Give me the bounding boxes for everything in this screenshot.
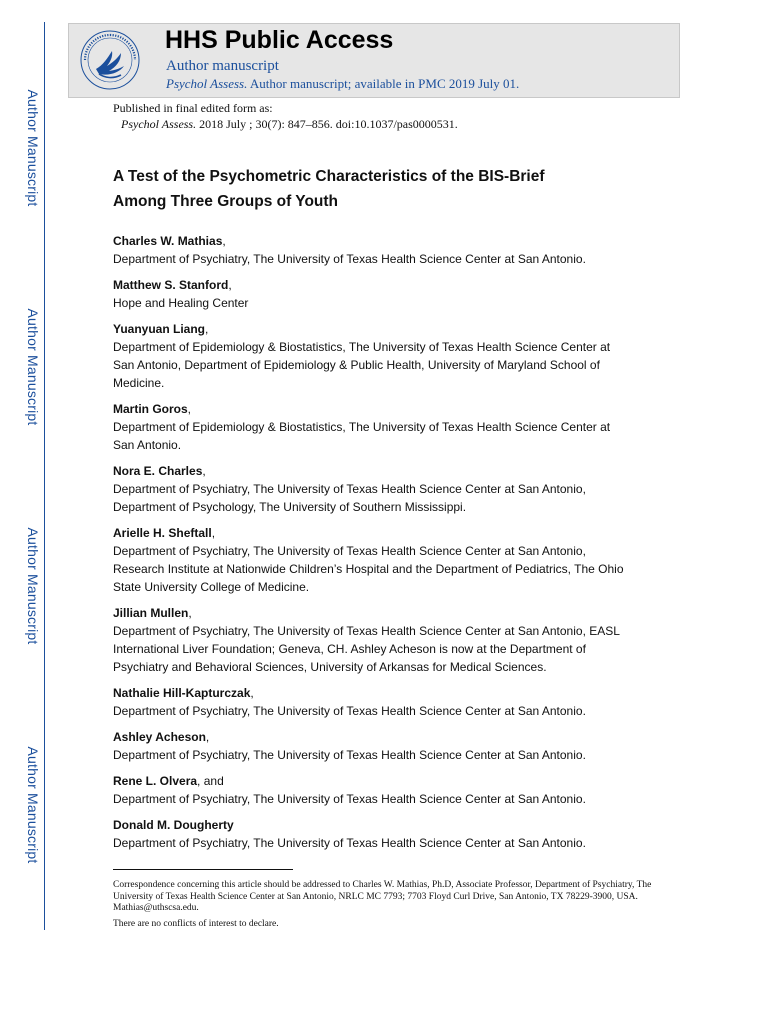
author-affiliation: Hope and Healing Center — [113, 296, 249, 310]
author-name: Charles W. Mathias — [113, 234, 223, 248]
author-name: Ashley Acheson — [113, 730, 206, 744]
author-entry — [113, 728, 693, 764]
published-label: Published in final edited form as: — [113, 101, 273, 115]
article-title-line: A Test of the Psychometric Characteristics of the BIS-Brief — [113, 168, 545, 185]
published-citation — [113, 116, 458, 132]
author-affiliation: Department of Psychiatry, The University of Texas Health Science Center at San Antonio. — [113, 748, 586, 762]
author-entry — [113, 524, 693, 596]
header-subtitle: Author manuscript — [166, 58, 279, 74]
author-affiliation: San Antonio. — [113, 438, 182, 452]
author-name: Yuanyuan Liang — [113, 322, 206, 336]
header-availability — [166, 76, 519, 92]
author-affiliation: Department of Psychiatry, The University of Texas Health Science Center at San Antonio, — [113, 544, 586, 558]
published-info — [113, 100, 458, 132]
author-affiliation: Department of Psychiatry, The University of Texas Health Science Center at San Antonio. — [113, 252, 586, 266]
author-name: Matthew S. Stanford — [113, 278, 229, 292]
author-name: Arielle H. Sheftall — [113, 526, 212, 540]
author-affiliation: International Liver Foundation; Geneva, CH. Ashley Acheson is now at the Department of — [113, 642, 586, 656]
author-entry — [113, 816, 693, 852]
header-availability-text: Author manuscript; available in PMC 2019 July 01. — [249, 76, 520, 91]
author-suffix: , — [188, 606, 192, 620]
author-affiliation: Department of Psychiatry, The University of Texas Health Science Center at San Antonio, — [113, 482, 586, 496]
author-entry — [113, 232, 693, 268]
author-entry — [113, 604, 693, 676]
author-entry — [113, 462, 693, 516]
author-affiliation: Psychiatry and Behavioral Sciences, University of Arkansas for Medical Sciences. — [113, 660, 547, 674]
published-citation-text: 2018 July ; 30(7): 847–856. doi:10.1037/pas0000531. — [199, 117, 458, 131]
author-affiliation: Medicine. — [113, 376, 165, 390]
author-affiliation: Department of Epidemiology & Biostatistics, The University of Texas Health Science Center at — [113, 340, 611, 354]
author-affiliation: Department of Psychiatry, The University of Texas Health Science Center at San Antonio. — [113, 836, 586, 850]
author-suffix: , — [205, 730, 210, 744]
author-affiliation: San Antonio, Department of Epidemiology & Public Health, University of Maryland School of — [113, 358, 600, 372]
author-entry — [113, 684, 693, 720]
author-entry — [113, 320, 693, 392]
author-name: Donald M. Dougherty — [113, 818, 234, 832]
article-title — [113, 164, 673, 214]
author-affiliation: Department of Psychiatry, The University of Texas Health Science Center at San Antonio. — [113, 792, 586, 806]
side-rule — [44, 22, 45, 930]
author-affiliation: Department of Psychology, The University of Southern Mississippi. — [113, 500, 467, 514]
author-affiliation: Department of Epidemiology & Biostatistics, The University of Texas Health Science Center at — [113, 420, 611, 434]
article-title-line: Among Three Groups of Youth — [113, 193, 339, 210]
author-affiliation: State University College of Medicine. — [113, 580, 310, 594]
footnotes — [113, 880, 673, 934]
author-name: Rene L. Olvera — [113, 774, 198, 788]
author-affiliation: Department of Psychiatry, The University of Texas Health Science Center at San Antonio. — [113, 704, 586, 718]
footnote-rule — [113, 869, 293, 870]
correspondence-note: Correspondence concerning this article should be addressed to Charles W. Mathias, Ph.D, Associate Professor, Department of Psychiatry, The University of Texas Health Science Center at San Antonio, NRLC MC 7793; 7703 Floyd Curl Drive, San Antonio, TX 78229-3900, USA. Mathias@uthscsa.edu. — [113, 880, 652, 913]
author-suffix: , — [187, 402, 192, 416]
author-name: Nathalie Hill-Kapturczak — [113, 686, 251, 700]
author-suffix: , — [211, 526, 216, 540]
author-entry — [113, 400, 693, 454]
author-affiliation: Research Institute at Nationwide Children’s Hospital and the Department of Pediatrics, The Ohio — [113, 562, 624, 576]
author-suffix: , — [222, 234, 226, 248]
published-journal: Psychol Assess. — [121, 117, 197, 131]
author-entry — [113, 276, 693, 312]
author-list — [113, 232, 693, 860]
header-title: HHS Public Access — [165, 26, 394, 54]
author-suffix: , and — [197, 774, 224, 788]
author-affiliation: Department of Psychiatry, The University of Texas Health Science Center at San Antonio, EASL — [113, 624, 620, 638]
author-suffix: , — [205, 322, 209, 336]
hhs-header — [68, 23, 680, 98]
author-name: Nora E. Charles — [113, 464, 203, 478]
author-suffix: , — [228, 278, 232, 292]
author-name: Martin Goros — [113, 402, 188, 416]
author-suffix: , — [250, 686, 254, 700]
author-suffix: , — [202, 464, 206, 478]
author-entry — [113, 772, 693, 808]
hhs-eagle-logo-icon — [79, 29, 141, 91]
conflict-note: There are no conflicts of interest to declare. — [113, 918, 279, 929]
author-name: Jillian Mullen — [113, 606, 189, 620]
header-journal: Psychol Assess. — [166, 76, 248, 91]
